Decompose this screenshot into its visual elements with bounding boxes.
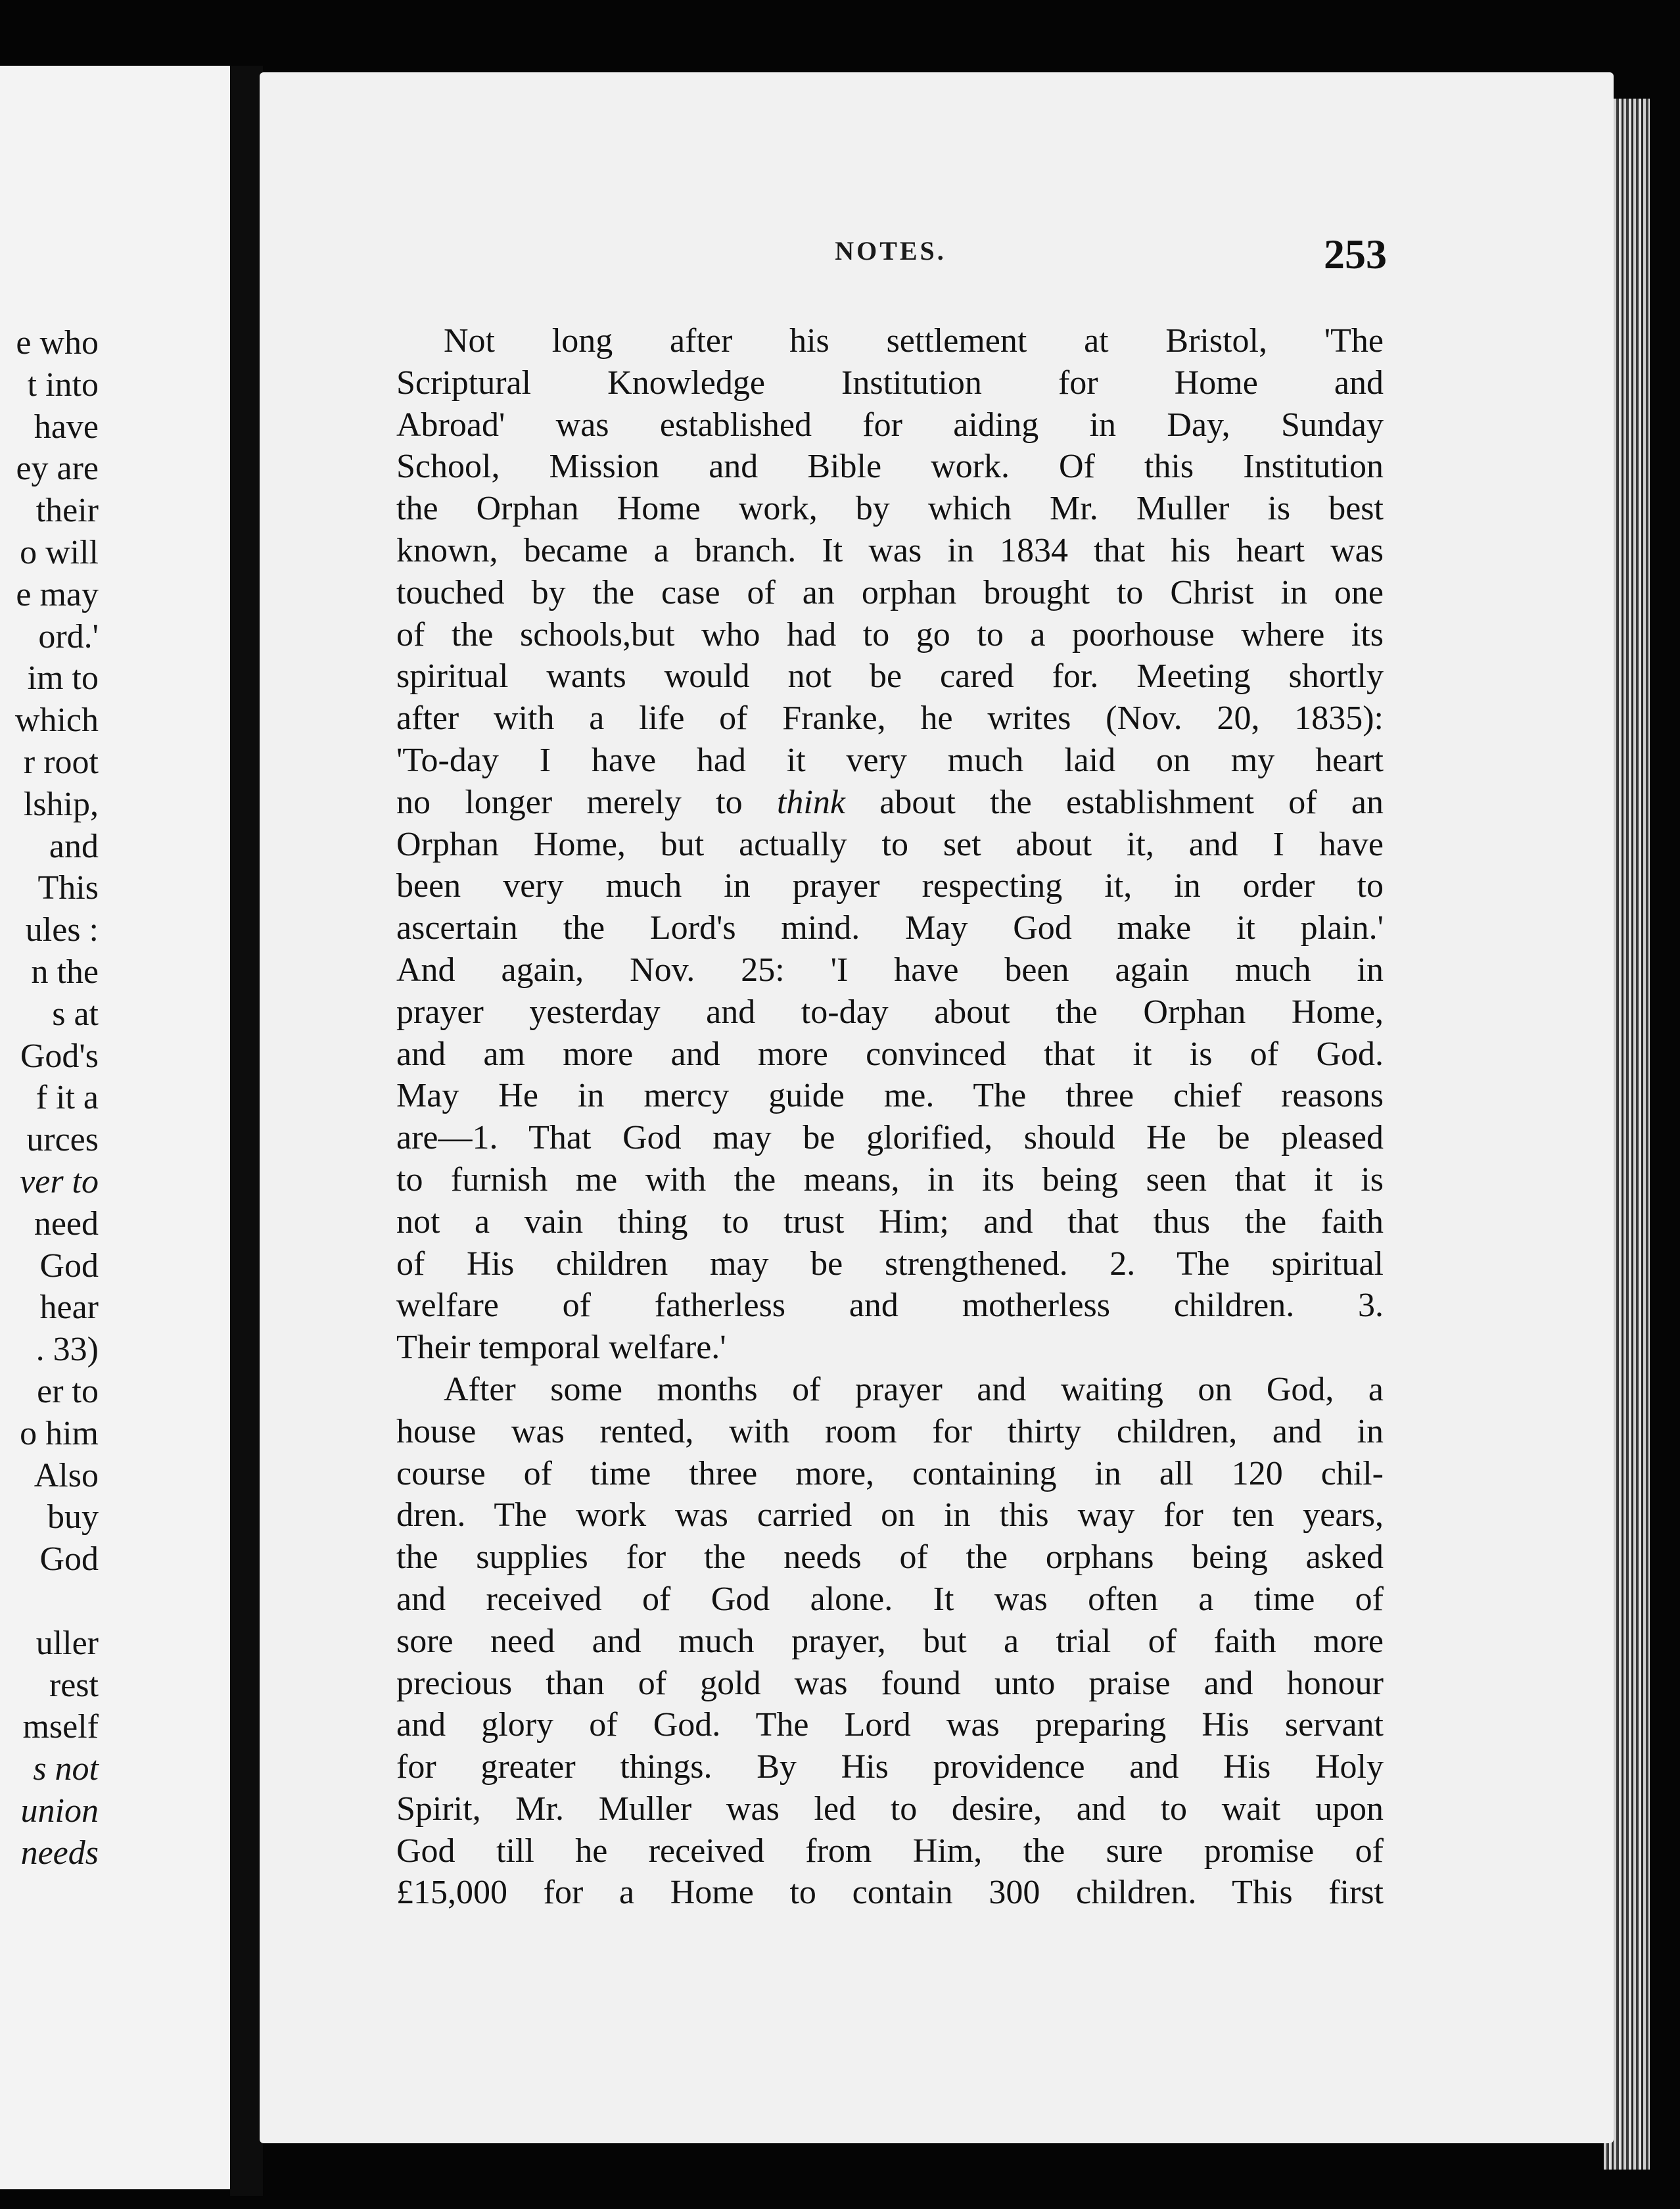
facing-page-line: s at (52, 995, 99, 1033)
italic-word: think (776, 783, 845, 821)
facing-page-line (0, 1580, 99, 1623)
line-text: God till he received from Him, the sure promise of (396, 1832, 1384, 1870)
line-text: 'To-day I have had it very much laid on my heart (396, 741, 1384, 779)
text-line (396, 1033, 1384, 1076)
line-text: of the schools,but who had to go to a poorhouse where its (396, 615, 1384, 653)
facing-page-line: f it a (35, 1079, 99, 1117)
text-line (396, 698, 1384, 740)
facing-page-line: er to (37, 1372, 99, 1410)
line-text: dren. The work was carried on in this way for ten years, (396, 1496, 1384, 1534)
facing-page-line: need (34, 1204, 99, 1243)
text-line (396, 1285, 1384, 1327)
book-gutter (230, 66, 263, 2196)
facing-page-line: o will (20, 533, 99, 571)
line-text: sore need and much prayer, but a trial of faith more (396, 1622, 1384, 1660)
line-text: and glory of God. The Lord was preparing His servant (396, 1706, 1384, 1744)
line-text: And again, Nov. 25: 'I have been again much in (396, 951, 1384, 989)
text-line (396, 1453, 1384, 1495)
facing-page-line: uller (35, 1624, 99, 1662)
line-text: Scriptural Knowledge Institution for Home and (396, 364, 1384, 402)
line-text: spiritual wants would not be cared for. Meeting shortly (396, 657, 1384, 696)
line-text: Their temporal welfare.' (396, 1329, 726, 1367)
facing-page-line: God's (20, 1037, 99, 1075)
text-line (396, 446, 1384, 488)
line-text: Spirit, Mr. Muller was led to desire, and to wait upon (396, 1790, 1384, 1828)
facing-page-line: God (39, 1540, 99, 1579)
facing-page-line: s not (33, 1750, 99, 1788)
text-line (396, 991, 1384, 1033)
facing-page-line: ord.' (38, 617, 99, 655)
facing-page-line: . 33) (35, 1331, 99, 1369)
line-text: the supplies for the needs of the orphans being asked (396, 1538, 1384, 1577)
facing-page-line: which (14, 701, 99, 740)
text-line (396, 1494, 1384, 1536)
text-line (396, 1201, 1384, 1243)
facing-page-line: e who (16, 324, 99, 362)
facing-page-line: lship, (23, 785, 99, 823)
facing-page-line: ules : (25, 911, 99, 949)
facing-page-line: e may (16, 575, 99, 613)
text-line (396, 907, 1384, 949)
line-text: the Orphan Home work, by which Mr. Muller is best (396, 490, 1384, 528)
text-line (396, 1327, 1384, 1369)
text-line (396, 782, 1384, 824)
body-text (396, 320, 1384, 1914)
line-text: touched by the case of an orphan brought to Christ in one (396, 573, 1384, 611)
line-text: prayer yesterday and to-day about the Orphan Home, (396, 993, 1384, 1031)
text-line (396, 824, 1384, 866)
facing-page-line: Also (34, 1456, 99, 1494)
text-line (396, 320, 1384, 362)
line-text: School, Mission and Bible work. Of this Institution (396, 448, 1384, 486)
facing-page-line: buy (47, 1498, 99, 1536)
facing-page-line: This (37, 869, 99, 907)
line-text: for greater things. By His providence and His Holy (396, 1748, 1384, 1786)
line-text: precious than of gold was found unto praise and honour (396, 1664, 1384, 1702)
text-line (396, 1369, 1384, 1411)
line-text: house was rented, with room for thirty children, and in (396, 1412, 1384, 1450)
line-text: course of time three more, containing in all 120 chil- (396, 1454, 1384, 1492)
facing-page-line: t into (27, 366, 99, 404)
line-text: no longer merely to (396, 783, 743, 821)
text-line (396, 362, 1384, 404)
text-line (396, 1411, 1384, 1453)
text-line (396, 488, 1384, 530)
facing-page-line: hear (39, 1289, 99, 1327)
facing-page (0, 66, 234, 2189)
line-text: and received of God alone. It was often a time of (396, 1580, 1384, 1618)
facing-page-line: n the (31, 953, 99, 991)
facing-page-line: urces (26, 1121, 99, 1159)
running-head (394, 230, 1387, 283)
line-text: Not long after his settlement at Bristol, 'The (444, 322, 1384, 360)
line-text: of His children may be strengthened. 2. The spiritual (396, 1245, 1384, 1283)
text-line (396, 1075, 1384, 1117)
facing-page-line: union (20, 1792, 99, 1830)
text-line (396, 1830, 1384, 1872)
line-text: Abroad' was established for aiding in Day, Sunday (396, 406, 1384, 444)
text-line (396, 614, 1384, 656)
text-line (396, 1788, 1384, 1830)
line-text: May He in mercy guide me. The three chief reasons (396, 1077, 1384, 1115)
facing-page-line: rest (49, 1666, 99, 1704)
facing-page-line: ey are (16, 450, 99, 488)
text-line (396, 1243, 1384, 1285)
page-number: 253 (1324, 231, 1387, 277)
facing-page-line: mself (22, 1708, 99, 1746)
line-text: ascertain the Lord's mind. May God make it plain.' (396, 909, 1384, 947)
line-text: been very much in prayer respecting it, in order to (396, 867, 1384, 905)
text-line (396, 1159, 1384, 1201)
facing-page-text-fragments (0, 322, 99, 1874)
text-line (396, 1579, 1384, 1621)
text-line (396, 1117, 1384, 1159)
line-text: known, became a branch. It was in 1834 that his heart was (396, 531, 1384, 569)
facing-page-line: im to (27, 659, 99, 698)
line-text: and am more and more convinced that it is of God. (396, 1035, 1384, 1073)
line-text: about the establishment of an (879, 783, 1384, 821)
line-text: welfare of fatherless and motherless children. 3. (396, 1287, 1384, 1325)
facing-page-line: have (34, 408, 99, 446)
text-line (396, 1704, 1384, 1746)
text-line (396, 1746, 1384, 1788)
running-title: NOTES. (835, 236, 946, 266)
line-text: to furnish me with the means, in its being seen that it is (396, 1160, 1384, 1199)
line-text: are—1. That God may be glorified, should He be pleased (396, 1119, 1384, 1157)
line-text: After some months of prayer and waiting on God, a (444, 1370, 1384, 1408)
text-line (396, 1536, 1384, 1579)
text-line (396, 1663, 1384, 1705)
facing-page-line: ver to (20, 1162, 99, 1200)
line-text: after with a life of Franke, he writes (Nov. 20, 1835): (396, 700, 1384, 738)
text-line (396, 572, 1384, 614)
text-line (396, 1872, 1384, 1914)
facing-page-line: their (35, 492, 99, 530)
text-line (396, 865, 1384, 907)
facing-page-line: r root (23, 743, 99, 781)
facing-page-line: God (39, 1247, 99, 1285)
text-line (396, 530, 1384, 572)
text-line (396, 740, 1384, 782)
line-text: not a vain thing to trust Him; and that thus the faith (396, 1202, 1384, 1241)
line-text: £15,000 for a Home to contain 300 children. This first (396, 1874, 1384, 1912)
facing-page-line: needs (20, 1834, 99, 1872)
facing-page-line: o him (20, 1414, 99, 1452)
facing-page-line: and (49, 827, 99, 865)
text-line (396, 949, 1384, 991)
line-text: Orphan Home, but actually to set about it, and I have (396, 825, 1384, 863)
text-line (396, 655, 1384, 698)
text-line (396, 404, 1384, 446)
text-line (396, 1621, 1384, 1663)
